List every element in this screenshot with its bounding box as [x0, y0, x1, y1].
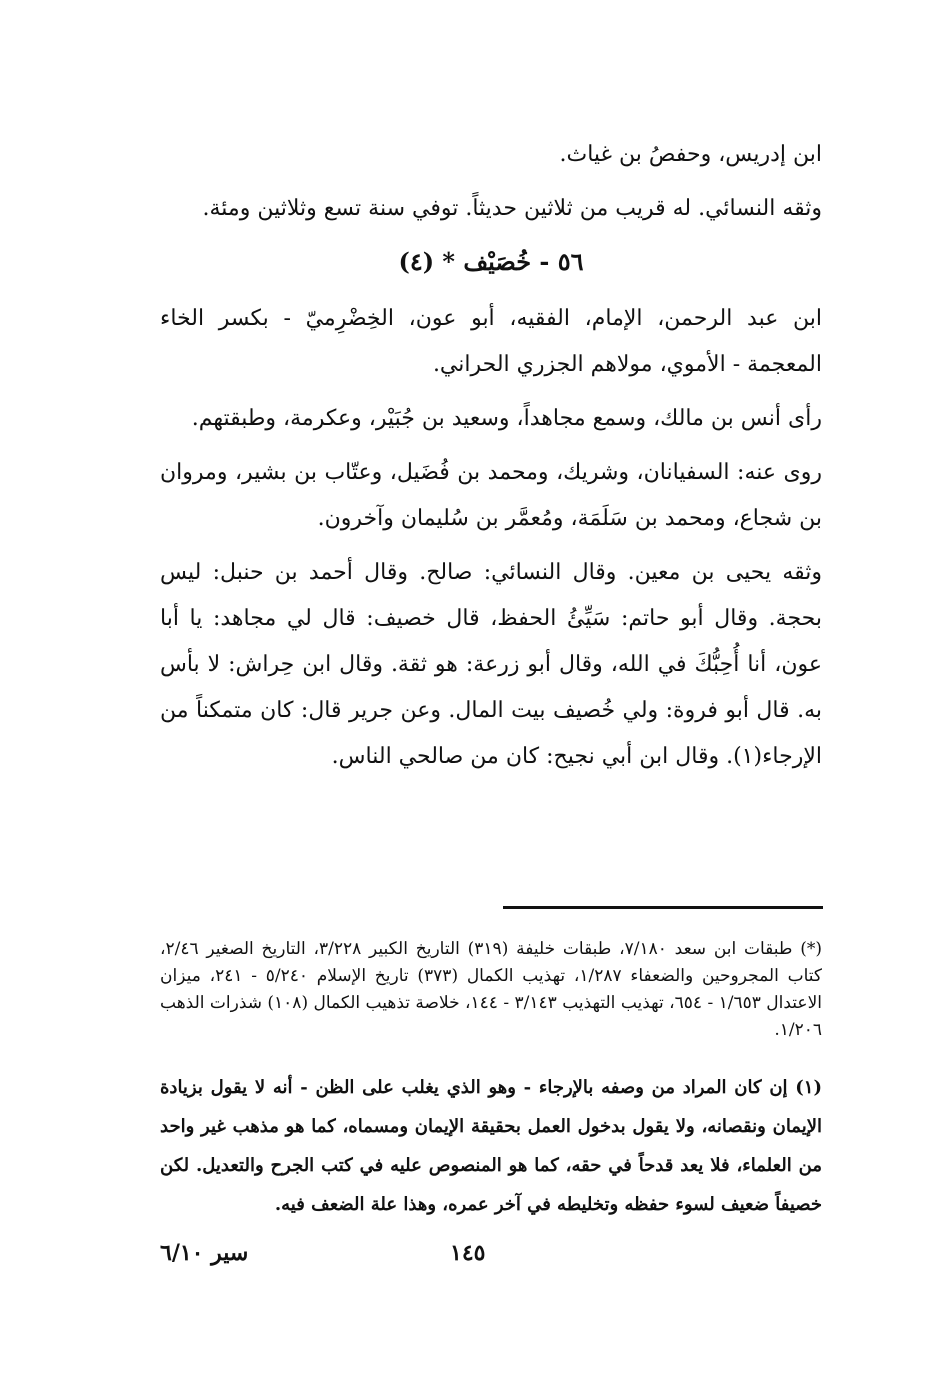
- paragraph-evaluation: وثقه يحيى بن معين. وقال النسائي: صالح. وقال أحمد بن حنبل: ليس بحجة. وقال أبو حاتم: سَيِّئُ الحفظ، قال خصيف: قال لي مجاهد: يا أبا عون، أنا أُحِبُّكَ في الله، وقال أبو زرعة: هو ثقة. وقال ابن حِراش: لا بأس به. قال أبو فروة: ولي خُصيف بيت المال. وعن جرير قال: كان متمكناً من الإرجاء(١). وقال ابن أبي نجيح: كان من صالحي الناس.: [160, 560, 822, 769]
- footnotes: [160, 936, 822, 1224]
- footnote-divider: [503, 906, 823, 909]
- text-line-2: وثقه النسائي. له قريب من ثلاثين حديثاً. توفي سنة تسع وثلاثين ومئة.: [202, 196, 822, 221]
- entry-heading: ٥٦ - خُصَيْف * (٤): [398, 247, 584, 276]
- paragraph-lineage: ابن عبد الرحمن، الإمام، الفقيه، أبو عون، الخِضْرِميّ - بكسر الخاء المعجمة - الأموي، مولاهم الجزري الحراني.: [160, 306, 822, 377]
- main-text: [160, 132, 822, 780]
- footnote-sources: (*) طبقات ابن سعد ٧/١٨٠، طبقات خليفة (٣١٩) التاريخ الكبير ٣/٢٢٨، التاريخ الصغير ٢/٤٦، كتاب المجروحين والضعفاء ١/٢٨٧، تهذيب الكمال (٣٧٣) تاريخ الإسلام ٥/٢٤٠ - ٢٤١، ميزان الاعتدال ١/٦٥٣ - ٦٥٤، تهذيب التهذيب ٣/١٤٣ - ١٤٤، خلاصة تذهيب الكمال (١٠٨) شذرات الذهب ١/٢٠٦.: [160, 939, 822, 1040]
- paragraph-teachers: رأى أنس بن مالك، وسمع مجاهداً، وسعيد بن جُبَيْر، وعكرمة، وطبقتهم.: [191, 406, 822, 431]
- page-number: ١٤٥: [450, 1240, 486, 1266]
- paragraph-students: روى عنه: السفيانان، وشريك، ومحمد بن فُضَيل، وعتّاب بن بشير، ومروان بن شجاع، ومحمد بن سَلَمَة، ومُعمَّر بن سُليمان وآخرون.: [160, 460, 822, 531]
- signature-mark: سير ٦/١٠: [160, 1240, 249, 1266]
- footnote-1: (١) إن كان المراد من وصفه بالإرجاء - وهو الذي يغلب على الظن - أنه لا يقول بزيادة الإيمان ونقصانه، ولا يقول بدخول العمل بحقيقة الإيمان ومسماه، كما هو مذهب غير واحد من العلماء، فلا يعد قدحاً في حقه، كما هو المنصوص عليه في كتب الجرح والتعديل. لكن خصيفاً ضعيف لسوء حفظه وتخليطه في آخر عمره، وهذا علة الضعف فيه.: [160, 1077, 822, 1215]
- text-line-1: ابن إدريس، وحفصُ بن غياث.: [559, 142, 822, 167]
